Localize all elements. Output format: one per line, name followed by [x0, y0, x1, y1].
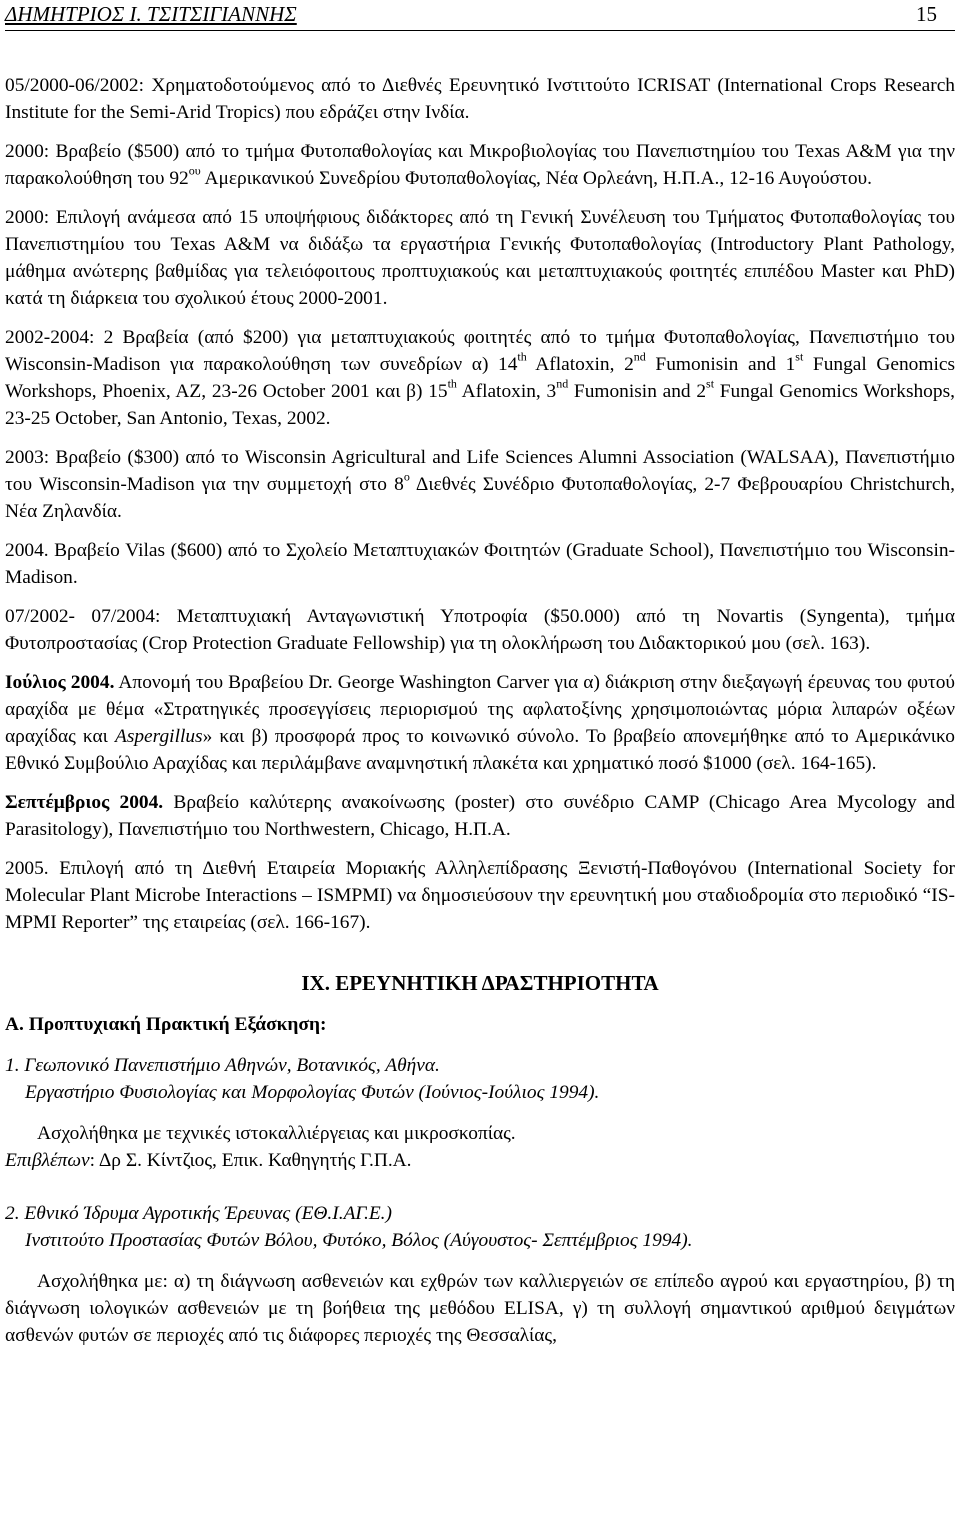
- spacer: [5, 1106, 955, 1120]
- entry-date: 05/2000-06/2002: [5, 75, 139, 96]
- entry-italic-term: Aspergillus: [114, 726, 203, 747]
- entry-carver-award: [5, 669, 955, 777]
- entry-text: Fungal Genomics Workshops, 23-25 October, San Antonio, Texas, 2002.: [5, 381, 955, 429]
- entry-date: Σεπτέμβριος 2004.: [5, 792, 164, 813]
- entry-text: 2000: Επιλογή ανάμεσα από 15 υποψήφιους διδάκτορες από τη Γενική Συνέλευση του Τμήματος Φυτοπαθολογίας του Πανεπιστημίου του Texas A&M να διδάξω τα εργαστήρια Γενικής Φυτοπαθολογίας (Introductory Plant Pathology, μάθημα ανώτερης βαθμίδας για τελειόφοιτους προπτυχιακούς και μεταπτυχιακούς φοιτητές επιπέδου Master και PhD) κατά τη διάρκεια του σχολικού έτους 2000-2001.: [5, 207, 955, 309]
- entry-text: Fungal Genomics Workshops, Phoenix, AZ, 23-26 October 2001 και β) 15: [5, 354, 955, 402]
- item1-description: Ασχολήθηκα με τεχνικές ιστοκαλλιέργειας και μικροσκοπίας.: [37, 1123, 516, 1144]
- entry-text: 2000: Βραβείο ($500) από το τμήμα Φυτοπαθολογίας και Μικροβιολογίας του Πανεπιστημίου του Texas A&M για την παρακολούθηση του 92: [5, 141, 955, 189]
- entry-text: Fumonisin and 2: [568, 381, 707, 402]
- entry-wisconsin-awards: [5, 324, 955, 432]
- item2-description: Ασχολήθηκα με: α) τη διάγνωση ασθενειών και εχθρών των καλλιεργειών σε επίπεδο αγρού και εργαστηρίου, β) τη διάγνωση ιολογικών ασθενειών με τη βοήθεια της μεθόδου ELISA, γ) τη συλλογή σημαντικού αριθμού δειγμάτων ασθενών φυτών σε περιοχές από τις διάφορες περιοχές της Θεσσαλίας,: [5, 1271, 955, 1346]
- superscript: nd: [556, 376, 569, 391]
- header-author: ΔΗΜΗΤΡΙΟΣ Ι. ΤΣΙΤΣΙΓΙΑΝΝΗΣ: [5, 2, 297, 26]
- item2-lab: Ινστιτούτο Προστασίας Φυτών Βόλου, Φυτόκο, Βόλος (Αύγουστος- Σεπτέμβριος 1994).: [25, 1230, 693, 1251]
- superscript: th: [517, 349, 527, 364]
- entry-text: Aflatoxin, 3: [456, 381, 557, 402]
- entry-walsaa-award: [5, 444, 955, 525]
- entry-novartis-fellowship: [5, 603, 955, 657]
- entry-text: Απονομή του Βραβείου Dr. George Washington Carver για α) διάκριση στην διεξαγωγή έρευνας του φυτού αραχίδα με θέμα «Στρατηγικές προσεγγίσεις περιορισμού της αφλατοξίνης χρησιμοποιώντας μόρια λιπαρών οξέων αραχίδας και: [5, 672, 955, 747]
- entry-text: : Χρηματοδοτούμενος από το Διεθνές Ερευνητικό Ινστιτούτο ICRISAT (International Crops Research Institute for the Semi-Arid Tropics) που εδράζει στην Ινδία.: [5, 75, 955, 123]
- entry-date: 2004: [5, 540, 44, 561]
- superscript: nd: [633, 349, 646, 364]
- superscript: ου: [188, 163, 201, 178]
- entry-vilas-award: [5, 537, 955, 591]
- spacer: [5, 1254, 955, 1268]
- entry-icrisat: [5, 72, 955, 126]
- entry-texas-award: [5, 138, 955, 192]
- entry-text: » και β) προσφορά προς το κοινωνικό σύνολο. Το βραβείο απονεμήθηκε από το Αμερικάνικο Εθνικό Συμβούλιο Αραχίδας και περιλάμβανε αναμνηστική πλακέτα και χρηματικό ποσό $1000 (σελ. 164-165).: [5, 726, 955, 774]
- entry-date: 07/2002- 07/2004: [5, 606, 155, 627]
- entry-text: . Βραβείο Vilas ($600) από το Σχολείο Μεταπτυχιακών Φοιτητών (Graduate School), Πανεπιστήμιο του Wisconsin-Madison.: [5, 540, 955, 588]
- entry-camp-poster: [5, 789, 955, 843]
- entry-date: Ιούλιος 2004.: [5, 672, 115, 693]
- item1-title: 1. Γεωπονικό Πανεπιστήμιο Αθηνών, Βοτανικός, Αθήνα.: [5, 1055, 440, 1076]
- entry-text: . Επιλογή από τη Διεθνή Εταιρεία Μοριακής Αλληλεπίδρασης Ξενιστή-Παθογόνου (International Society for Molecular Plant Microbe Interactions – ISMPMI) να δημοσιεύσουν την ερευνητική μου σταδιοδρομία στο περιοδικό “IS-MPMI Reporter” της εταιρείας (σελ. 166-167).: [5, 858, 955, 933]
- entry-text: Διεθνές Συνέδριο Φυτοπαθολογίας, 2-7 Φεβρουαρίου Christchurch, Νέα Ζηλανδία.: [5, 474, 955, 522]
- entry-ismpmi: [5, 855, 955, 936]
- superscript: th: [447, 376, 457, 391]
- entry-text: Αμερικανικού Συνεδρίου Φυτοπαθολογίας, Νέα Ορλεάνη, Η.Π.Α., 12-16 Αυγούστου.: [200, 168, 872, 189]
- page-header: [5, 0, 955, 31]
- superscript: st: [795, 349, 804, 364]
- subsection-title: Α. Προπτυχιακή Πρακτική Εξάσκηση:: [5, 1014, 327, 1035]
- entry-teaching-selection: [5, 204, 955, 312]
- entry-text: Βραβείο καλύτερης ανακοίνωσης (poster) στο συνέδριο CAMP (Chicago Area Mycology and Parasitology), Πανεπιστήμιο του Northwestern, Chicago, Η.Π.Α.: [5, 792, 955, 840]
- page-number: 15: [916, 2, 937, 26]
- entry-text: Aflatoxin, 2: [526, 354, 634, 375]
- entry-text: 2003: Βραβείο ($300) από το Wisconsin Agricultural and Life Sciences Alumni Association (WALSAA), Πανεπιστήμιο του Wisconsin-Madison για την συμμετοχή στο 8: [5, 447, 955, 495]
- entry-text: : Μεταπτυχιακή Ανταγωνιστική Υποτροφία ($50.000) από τη Novartis (Syngenta), τμήμα Φυτοπροστασίας (Crop Protection Graduate Fellowship) για τη ολοκλήρωση του Διδακτορικού μου (σελ. 163).: [5, 606, 955, 654]
- item1-supervisor-line: [5, 1147, 955, 1174]
- supervisor-label: Επιβλέπων: [5, 1150, 90, 1171]
- spacer: [5, 1174, 955, 1200]
- supervisor-name: : Δρ Σ. Κίντζιος, Επικ. Καθηγητής Γ.Π.Α.: [89, 1150, 412, 1171]
- item1-lab: Εργαστήριο Φυσιολογίας και Μορφολογίας Φυτών (Ιούνιος-Ιούλιος 1994).: [25, 1082, 600, 1103]
- item2-title: 2. Εθνικό Ίδρυμα Αγροτικής Έρευνας (ΕΘ.Ι.ΑΓ.Ε.): [5, 1203, 392, 1224]
- superscript: st: [706, 376, 715, 391]
- superscript: ο: [403, 469, 410, 484]
- entry-text: 2002-2004: 2 Βραβεία (από $200) για μεταπτυχιακούς φοιτητές από το τμήμα Φυτοπαθολογίας, Πανεπιστήμιο του Wisconsin-Madison για παρακολούθηση των συνεδρίων α) 14: [5, 327, 955, 375]
- section-title: IX. ΕΡΕΥΝΗΤΙΚΗ ΔΡΑΣΤΗΡΙΟΤΗΤΑ: [301, 971, 659, 995]
- entry-date: 2005: [5, 858, 44, 879]
- page-content: [5, 72, 955, 1361]
- entry-text: Fumonisin and 1: [645, 354, 796, 375]
